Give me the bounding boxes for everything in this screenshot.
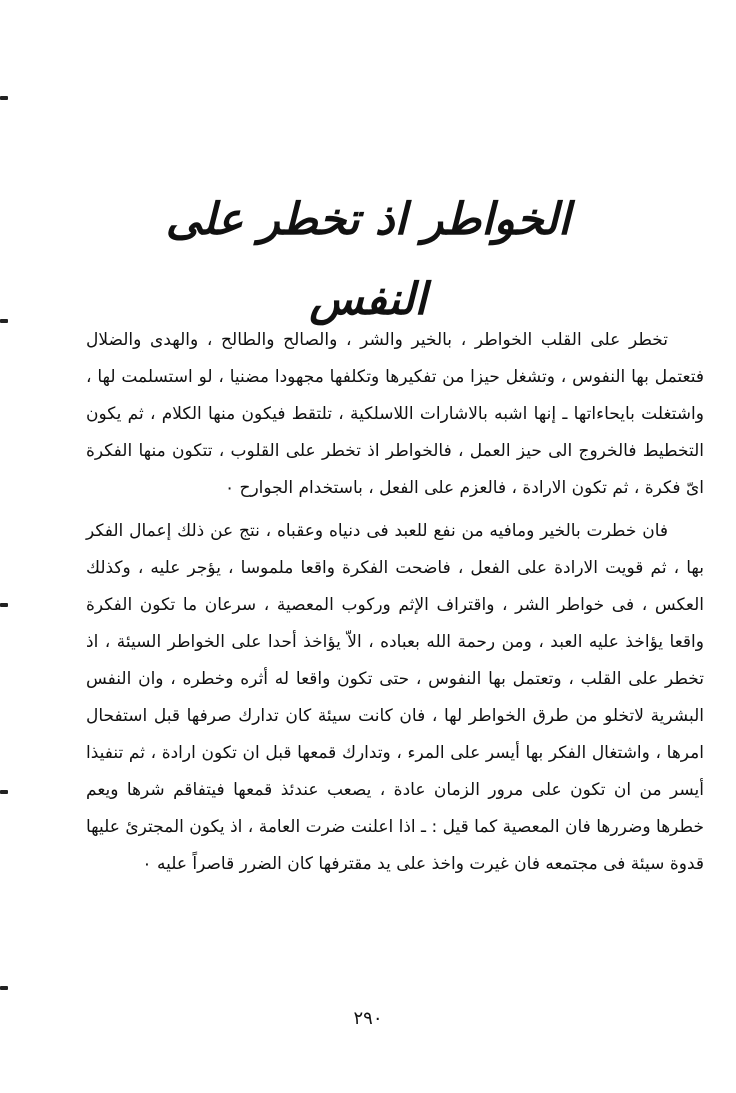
margin-mark <box>0 986 8 990</box>
paragraph-2: فان خطرت بالخير ومافيه من نفع للعبد فى دنياه وعقباه ، نتج عن ذلك إعمال الفكر بها ، ثم قويت الارادة على الفعل ، فاضحت الفكرة واقعا ملموسا ، يؤجر عليه ، وكذلك العكس ، فى خواطر الشر ، واقتراف الإثم وركوب المعصية ، سرعان ما تكون الفكرة واقعا يؤاخذ عليه العبد ، ومن رحمة الله بعباده ، الاّ يؤاخذ أحدا على الخواطر السيئة ، اذ تخطر على القلب ، وتعتمل بها النفوس ، حتى تكون واقعا له أثره وخطره ، وان النفس البشرية لاتخلو من طرق الخواطر لها ، فان كانت سيئة كان تدارك صرفها قبل استفحال امرها ، واشتغال الفكر بها أيسر على المرء ، وتدارك قمعها قبل ان تكون ارادة ، ثم تنفيذا أيسر من ان تكون على مرور الزمان عادة ، يصعب عندئذ قمعها فيتفاقم شرها ويعم خطرها وضررها فان المعصية كما قيل : ـ اذا اعلنت ضرت العامة ، اذ يكون المجترئ عليها قدوة سيئة فى مجتمعه فان غيرت واخذ على يد مقترفها كان الضرر قاصراً عليه ٠ <box>86 521 704 874</box>
margin-mark <box>0 319 8 323</box>
chapter-title: الخواطر اذ تخطر على النفس <box>165 194 571 325</box>
margin-mark <box>0 790 8 794</box>
margin-mark <box>0 96 8 100</box>
body-text <box>86 322 704 883</box>
margin-mark <box>0 603 8 607</box>
paragraph-1: تخطر على القلب الخواطر ، بالخير والشر ، والصالح والطالح ، والهدى والضلال فتعتمل بها النفوس ، وتشغل حيزا من تفكيرها وتكلفها مجهودا مضنيا ، لو استسلمت لها ، واشتغلت بايحاءاتها ـ إنها اشبه بالاشارات اللاسلكية ، تلتقط فيكون منها الكلام ، ثم يكون التخطيط فالخروج الى حيز العمل ، فالخواطر اذ تخطر على القلوب ، تتكون منها الفكرة اىّ فكرة ، ثم تكون الارادة ، فالعزم على الفعل ، باستخدام الجوارح ٠ <box>86 330 704 498</box>
page-number: ٢٩٠ <box>353 1008 383 1029</box>
